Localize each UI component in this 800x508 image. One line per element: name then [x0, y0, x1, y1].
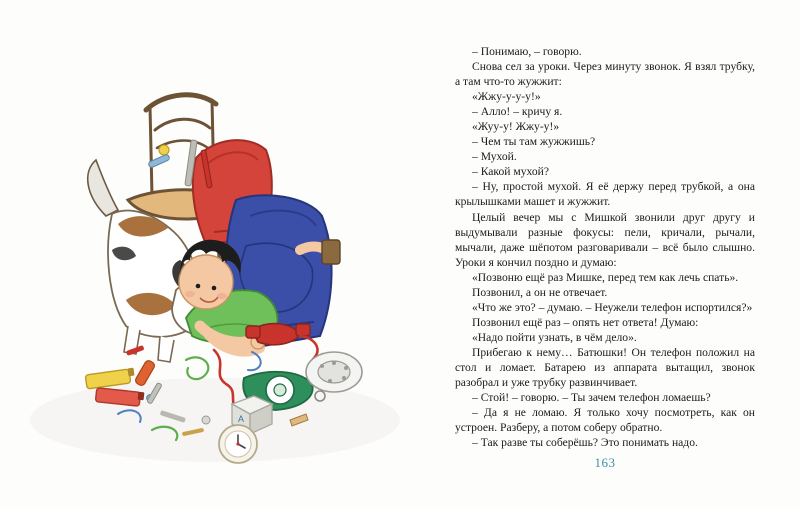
paragraph: «Надо пойти узнать, в чём дело».	[472, 330, 637, 344]
paragraph: – Мухой.	[472, 150, 517, 164]
telephone-dial-plate	[306, 352, 362, 392]
paragraph: Снова сел за уроки. Через минуту звонок. Я взял трубку, а там что-то жужжит:	[455, 60, 755, 89]
paragraph: «Что же это? – думаю. – Неужели телефон испортился?»	[472, 300, 753, 314]
svg-text:A: A	[238, 414, 245, 424]
paragraph: Позвонил, а он не отвечает.	[472, 285, 608, 299]
paragraph: – Понимаю, – говорю.	[472, 45, 582, 58]
paragraph: – Алло! – кричу я.	[472, 105, 563, 119]
paragraph: «Жуу-у! Жжу-у!»	[472, 120, 560, 134]
paragraph: – Да я не ломаю. Я только хочу посмотреть, как он устроен. Разберу, а потом соберу обратно.	[455, 406, 755, 435]
paragraph: – Чем ты там жужжишь?	[472, 135, 596, 149]
body-text-column	[455, 44, 755, 450]
paragraph: «Позвоню ещё раз Мишке, перед тем как лечь спать».	[472, 270, 739, 284]
paragraph: – Стой! – говорю. – Ты зачем телефон ломаешь?	[472, 391, 711, 405]
paragraph: Позвонил ещё раз – опять нет ответа! Думаю:	[472, 315, 699, 329]
paragraph: Целый вечер мы с Мишкой звонили друг другу и выдумывали разные фокусы: пели, кричали, рычали, мычали, даже шёпотом разговаривали – всё было слышно. Уроки я кончил поздно и думаю:	[455, 210, 755, 269]
page-number: 163	[594, 455, 616, 470]
paragraph: «Жжу-у-у-у!»	[472, 90, 541, 104]
paragraph: – Так разве ты соберёшь? Это понимать надо.	[472, 436, 698, 450]
round-clock-dial	[219, 425, 257, 463]
paragraph: – Какой мухой?	[472, 165, 550, 179]
paragraph: – Ну, простой мухой. Я её держу перед трубкой, а она крылышками машет и жужжит.	[455, 180, 755, 209]
paragraph: Прибегаю к нему… Батюшки! Он телефон положил на стол и ломает. Батарею из аппарата вытащил, звонок разобрал и уже трубку развинчивает.	[455, 345, 755, 390]
